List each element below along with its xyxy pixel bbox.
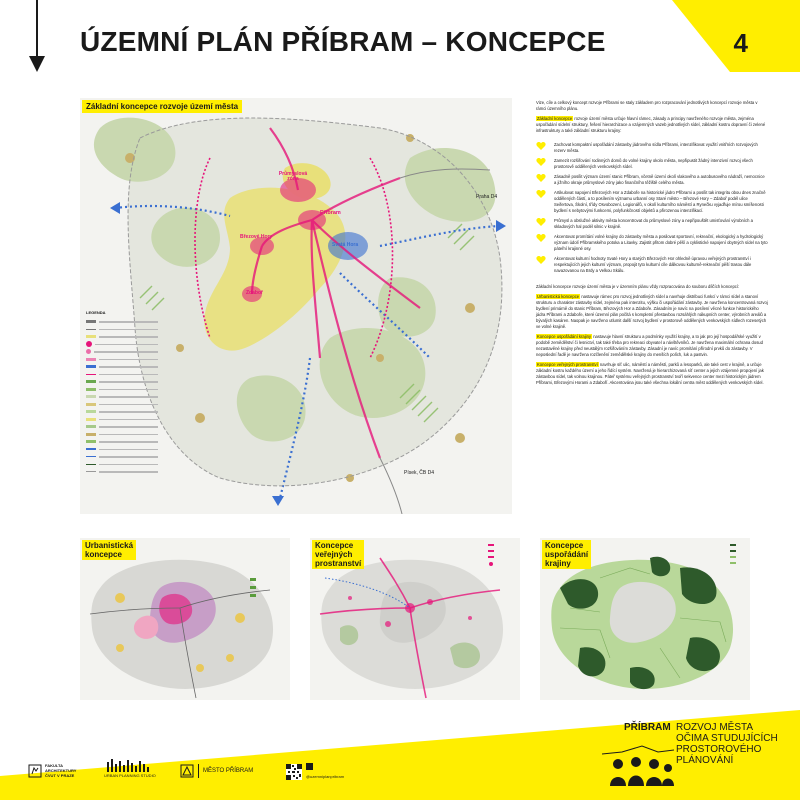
- legend-row: [86, 423, 158, 431]
- basic-concept-text: rozvoje území města určuje hlavní rámec, zásady a principy navrženého rozvoje města, zejména uspořádání sídelní struktury, řešení hierarchizace a vzájemných vazeb jednotlivých sídel, základní kostru dopravní či zelené infrastruktury a také základní strukturu krajiny:: [536, 116, 766, 133]
- urban-concept-text: nastavuje rámec pro rozvoj jednotlivých sídel a navrhuje distribuci funkcí v rámci sídel a stanoví strukturu a charakter zástavby sídel, zejména pak intenzitu, výšku či uspořádání zástavby. Je navržena koncentrovaná rozvoj bydlení primárně do stanic Příbram, Březových Hor a Zdaboře. Zásadním je navíc na posílení věcné funkce historického jádra Příbrami a Zdaboře, které územní plán počítá s kompletní přestavbou rozsáhlých nákupních center, výrobních areálů a bývalých kasáren. Naopak je navrženo utlumit další rozvoj bydlení v prostorově oddělených venkovských sídlech rozesetých ve volné krajině.: [536, 294, 768, 329]
- slogan: ROZVOJ MĚSTA OČIMA STUDUJÍCÍCH PROSTOROVÉHO PLÁNOVÁNÍ: [676, 722, 778, 766]
- concept-bullet: Zamezit rozšiřování rodinných domů do volné krajiny okolo města, nepřipustit žádný intenzivní rozvoj všech prostorově oddělených venkovských sídel.: [536, 158, 768, 170]
- legend-row: [86, 318, 158, 326]
- heart-icon: [536, 190, 546, 198]
- public-space-concept-paragraph: [536, 362, 768, 386]
- place-label-pribram: Příbram: [320, 210, 341, 216]
- studio-logo: URBAN PLANNING STUDIO: [104, 758, 156, 778]
- concept-bullet: Akcentovat promítání volné krajiny do zástavby města a posilovat sportovní, rekreační, ekologický a hydrologický význam údolí Příbramského potoka a Litavky. Zajistit přitom dobré pěší a cyklistické napojení obytných sídel na tyto páteřní krajinné osy.: [536, 234, 768, 252]
- concept-bullet: Zásadně posílit význam území stanic Příbram, včetně území okolí vlakového a autobusového nádraží, nemocnice a jižního okraje průmyslové zóny jako finančního těžiště celého města.: [536, 174, 768, 186]
- city-skyline-icon: [105, 758, 155, 772]
- legend-row: [86, 453, 158, 461]
- landscape-concept-text: nastavuje hlavní strukturu a podmínky využití krajiny, a to jak pro její hospodářské využití v podobě zemědělství či lesnictví, tak také třeba pro rekreaci obyvatel a návštěvníků. Je navržena maximální ochrana dosud nezastavěné krajiny před neustálým rozšiřováním zástavby. Zásadní je navíc promítání přírodní prvků do zástavby. V neposlední řadě je navržena rozčlenění zemědělské krajiny do menších polích, luk a pastvin.: [536, 334, 763, 357]
- road-label-praha: Praha D4: [476, 194, 498, 200]
- legend-row: [86, 416, 158, 424]
- urban-concept-paragraph: [536, 294, 768, 330]
- text-column: [536, 100, 768, 390]
- urban-concept-label: Urbanistická koncepce: [82, 540, 136, 560]
- legend-row: [86, 378, 158, 386]
- highlight-urban: Urbanistická koncepce: [537, 294, 580, 299]
- concept-bullet: Zachovat kompaktní uspořádání zástavby jádrového sídla Příbrami, intenzifikovat využití vnitřních rozvojových rezerv města.: [536, 142, 768, 154]
- legend-row: [86, 333, 158, 341]
- legend-row: [86, 348, 158, 356]
- legend-row: [86, 393, 158, 401]
- legend-title: LEGENDA: [86, 310, 106, 315]
- place-label-zdabor: Zdaboř: [246, 290, 263, 296]
- facebook-icon[interactable]: [306, 763, 313, 770]
- faculty-lion-icon: [28, 764, 42, 778]
- concept-bullet: Artikulovat napojení Březových Hor a Zdaboře na historické jádro Příbrami a posílit tak integritu obou dnes značně oddělených částí, a to posílením významu urbanní osy Staré město – Březové Hory – Zdaboř podél ulice Seifertova, Školní, třídy Osvobození, Legionářů, v okolí kulturního náměstí a Rynečku vyjadřuje mírou smíšenosti bydlení s nebytovými funkcemi, polyfunkčností objektů a přirozenou intenzifikací.: [536, 190, 768, 214]
- main-map-label: Základní koncepce rozvoje území města: [82, 100, 242, 113]
- legend-row: [86, 371, 158, 379]
- legend-row: [86, 438, 158, 446]
- map-legend: [86, 310, 158, 510]
- public-space-concept-label: Koncepce veřejných prostranství: [312, 540, 364, 569]
- landscape-concept-paragraph: [536, 334, 768, 358]
- road-label-pisek: Písek, ČB D4: [404, 470, 435, 476]
- place-label-prumyslova: Průmyslová zóna: [278, 171, 308, 182]
- arrow-down-icon: [28, 0, 46, 72]
- highlight-landscape: Koncepce uspořádání krajiny: [537, 334, 592, 339]
- city-logo: MĚSTO PŘÍBRAM: [180, 764, 253, 778]
- heart-icon: [536, 142, 546, 150]
- concept-bullet: Průmysl a obslužné aktivity města koncentrovat do průmyslové zóny a nepřipouštět umisťování výrobních a skladových hal podél silnic v krajině.: [536, 218, 768, 230]
- basic-concept-paragraph: [536, 116, 768, 134]
- legend-row: [86, 408, 158, 416]
- legend-row: [86, 386, 158, 394]
- page-number: 4: [733, 28, 748, 58]
- heart-icon: [536, 174, 546, 182]
- landscape-concept-label: Koncepce uspořádání krajiny: [542, 540, 591, 569]
- faculty-logo: FAKULTA ARCHITEKTURY ČVUT V PRAZE: [28, 763, 76, 778]
- highlight-public-space: Koncepce veřejných prostranství: [537, 362, 598, 367]
- qr-code-icon[interactable]: [286, 764, 302, 780]
- city-emblem-icon: [180, 764, 194, 778]
- place-label-svata-hora: Svatá Hora: [332, 242, 359, 248]
- pribram-brand: PŘÍBRAM: [624, 722, 671, 733]
- heart-icon: [536, 158, 546, 166]
- heart-icon: [536, 256, 546, 264]
- people-silhouette-icon: [602, 740, 674, 786]
- legend-row: [86, 341, 158, 349]
- social-handle[interactable]: @uzemniplanpribram: [306, 774, 345, 779]
- highlight-basic: Základní koncepce: [537, 116, 573, 121]
- intro-paragraph: Vize, cíle a celkový koncept rozvoje Příbrami se staly základem pro rozpracování jednotlivých koncepcí rozvoje města v rámci územního plánu.: [536, 100, 758, 111]
- main-concept-map[interactable]: [80, 98, 512, 514]
- place-label-brezove-hory: Březové Hory: [240, 234, 273, 240]
- urban-map-canvas: [80, 538, 290, 700]
- page-title: ÚZEMNÍ PLÁN PŘÍBRAM – KONCEPCE: [80, 26, 606, 57]
- legend-row: [86, 446, 158, 454]
- legend-row: [86, 401, 158, 409]
- legend-row: [86, 461, 158, 469]
- public-space-concept-text: navrhuje síť ulic, náměstí a náměstí, parků a lesoparků, ale také cest v krajině, a určuje základní kostru každého území a jeho řídící systém. Navržená je hierarchizovaná síť center a jejich vzájemné propojení jak zástavbou sídel, tak volnou krajinou. Páteř systému veřejných prostranství tvoří sekvence center mezi historickým jádrem Příbrami, Březovými Horami a Zdaboří. Akcentována jsou také všechna lokální centra měst oddělených venkovských sídel.: [536, 362, 764, 385]
- heart-icon: [536, 234, 546, 242]
- legend-row: [86, 356, 158, 364]
- concept-bullet: Akcentovat kulturní hodnoty Svaté Hory a starých Březových Hor ohledně úpravou veřejných prostranství i respektujících jejich kulturní význam, propojit tyto kulturní cíle dálkovou kulturně-rekreační pěší trasou dále navazovanou na Brdy a Velkou Skálu.: [536, 256, 768, 274]
- subconcepts-intro: Základní koncepce rozvoje území města je v územním plánu vždy rozpracována do souboru dílčích koncepcí:: [536, 284, 740, 289]
- legend-row: [86, 468, 158, 476]
- legend-row: [86, 431, 158, 439]
- legend-row: [86, 326, 158, 334]
- heart-icon: [536, 218, 546, 226]
- legend-row: [86, 363, 158, 371]
- urban-concept-map[interactable]: [80, 538, 290, 700]
